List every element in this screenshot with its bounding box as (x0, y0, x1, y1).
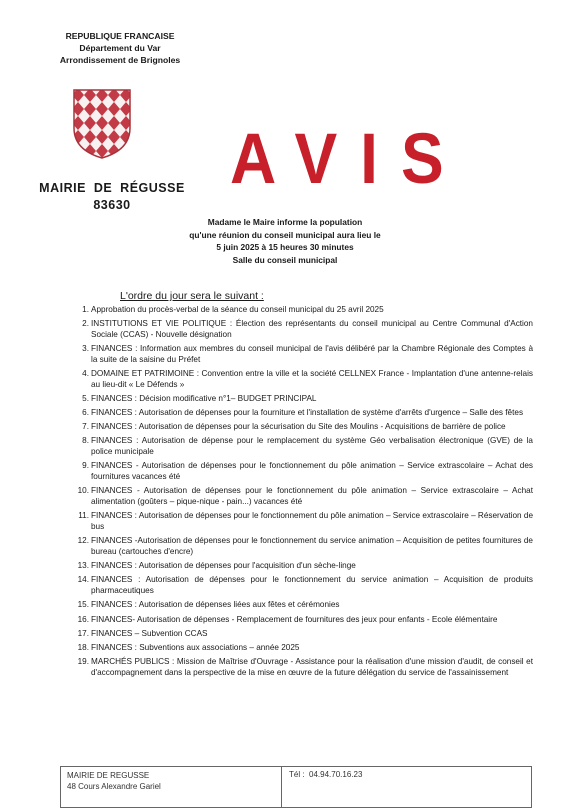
agenda-item (61, 408, 533, 419)
footer-street: 48 Cours Alexandre Gariel (67, 782, 161, 791)
agenda-item-number: 8. (82, 436, 89, 446)
agenda-item-number: 6. (82, 408, 89, 418)
announcement-line-4: Salle du conseil municipal (232, 254, 338, 265)
agenda-item (61, 511, 533, 533)
agenda-item-text: INSTITUTIONS ET VIE POLITIQUE : Élection des représentants du conseil municipal au Centre Communal d'Action Sociale (CCAS) - Nouvelle désignation (91, 319, 533, 339)
agenda-item-text: DOMAINE ET PATRIMOINE : Convention entre la ville et la société CELLNEX France - Implantation d'une antenne-relais au lieu-dit « Le Défends » (91, 369, 533, 389)
agenda-item (61, 600, 533, 611)
agenda-item (61, 422, 533, 433)
footer-phone: Tél : 04.94.70.16.23 (289, 770, 363, 779)
agenda-item-text: FINANCES : Autorisation de dépenses pour la fourniture et l'installation de système d'arrêts d'urgence – Salle des fêtes (91, 408, 524, 418)
announcement-line-2: qu'une réunion du conseil municipal aura lieu le (189, 229, 381, 240)
agenda-item-text: FINANCES : Autorisation de dépenses pour le fonctionnement du service animation – Acquisition de produits pharmaceutiques (91, 575, 533, 596)
agenda-item-text: FINANCES : Autorisation de dépenses pour la sécurisation du Site des Moulins - Acquisitions de barrière de police (91, 422, 506, 432)
agenda-item (61, 486, 533, 508)
agenda-item (61, 615, 533, 626)
footer-box (60, 766, 532, 808)
arrondissement-line: Arrondissement de Brignoles (59, 55, 181, 65)
announcement (150, 216, 420, 266)
republic-line: REPUBLIQUE FRANCAISE (65, 31, 175, 41)
agenda-item-number: 3. (82, 344, 89, 354)
agenda-item-number: 4. (82, 369, 89, 379)
agenda-item-number: 15. (77, 600, 89, 610)
agenda-item-number: 11. (78, 511, 89, 521)
agenda-item-text: FINANCES - Autorisation de dépenses pour le fonctionnement du pôle animation – Service extrascolaire – Achat alimentation (goûters – pique-nique - pain...) vacances été (91, 486, 533, 507)
agenda-item-number: 9. (82, 461, 89, 471)
mairie-name: MAIRIE DE RÉGUSSE (39, 181, 185, 195)
agenda-item (61, 536, 533, 558)
agenda-item (61, 369, 533, 391)
footer-address (67, 770, 161, 792)
agenda-item-number: 10. (77, 486, 89, 496)
agenda-item-number: 1. (82, 305, 89, 314)
agenda-item-number: 16. (77, 614, 89, 624)
agenda-item-text: FINANCES : Autorisation de dépense pour le remplacement du système Géo verbalisation électronique (GVE) de la police municipale (91, 436, 533, 457)
agenda-item-text: MARCHÉS PUBLICS : Mission de Maîtrise d'Ouvrage - Assistance pour la réalisation d'une mission d'audit, de conseil et d'accompagnement dans la perspective de la mise en œuvre de la future délégation du service de l'assainissement (91, 656, 533, 677)
department-line: Département du Var (79, 43, 161, 53)
agenda-item-text: FINANCES : Autorisation de dépenses pour l'acquisition d'un sèche-linge (91, 561, 356, 571)
agenda-item-number: 19. (77, 656, 89, 666)
agenda-item (61, 657, 533, 679)
agenda-item (61, 344, 533, 366)
agenda-title: L'ordre du jour sera le suivant : (120, 290, 264, 302)
agenda-item (61, 629, 533, 640)
agenda-item-number: 17. (77, 628, 89, 638)
agenda-item (61, 643, 533, 654)
agenda-item (61, 561, 533, 572)
agenda-list (61, 305, 533, 682)
announcement-line-1: Madame le Maire informe la population (207, 217, 363, 227)
agenda-item-text: FINANCES : Subventions aux associations – année 2025 (91, 642, 300, 652)
footer-divider (281, 767, 282, 807)
agenda-item (61, 394, 533, 405)
republic-header (30, 30, 210, 66)
mairie-block (32, 180, 192, 214)
footer-mairie: MAIRIE DE REGUSSE (67, 771, 150, 780)
agenda-item-number: 2. (82, 319, 89, 329)
agenda-item-text: Approbation du procès-verbal de la séance du conseil municipal du 25 avril 2025 (91, 305, 384, 314)
agenda-item-text: FINANCES : Autorisation de dépenses liées aux fêtes et cérémonies (91, 600, 340, 610)
mairie-postcode: 83630 (93, 198, 131, 212)
agenda-item-number: 14. (77, 575, 89, 585)
agenda-item (61, 461, 533, 483)
avis-title: AVIS (230, 118, 467, 199)
agenda-item (61, 436, 533, 458)
agenda-item-number: 13. (77, 561, 89, 571)
agenda-item (61, 319, 533, 341)
agenda-item (61, 575, 533, 597)
agenda-item-number: 12. (77, 536, 89, 546)
agenda-item-number: 18. (77, 642, 89, 652)
agenda-item-text: FINANCES- Autorisation de dépenses - Remplacement de fournitures des jeux pour enfants - Ecole élémentaire (91, 614, 498, 624)
agenda-item-text: FINANCES - Autorisation de dépenses pour le fonctionnement du pôle animation – Service extrascolaire – Achat des fournitures vacances été (91, 461, 533, 482)
announcement-line-3: 5 juin 2025 à 15 heures 30 minutes (216, 242, 354, 252)
agenda-item-text: FINANCES : Autorisation de dépenses pour le fonctionnement du pôle animation – Service extrascolaire – Réservation de bus (91, 511, 533, 532)
agenda-item-number: 5. (82, 394, 89, 404)
agenda-item-text: FINANCES : Information aux membres du conseil municipal de l'avis délibéré par la Chambre Régionale des Comptes à la suite de la saisine du Préfet (91, 344, 533, 364)
monaco-shield-icon (72, 88, 132, 160)
agenda-item-text: FINANCES – Subvention CCAS (91, 628, 208, 638)
agenda-item-number: 7. (82, 422, 89, 432)
agenda-item-text: FINANCES : Décision modificative n°1– BUDGET PRINCIPAL (91, 394, 317, 404)
agenda-item (61, 305, 533, 316)
agenda-item-text: FINANCES -Autorisation de dépenses pour le fonctionnement du service animation – Acquisition de petites fournitures de bureau (cartouches d'encre) (91, 536, 533, 557)
